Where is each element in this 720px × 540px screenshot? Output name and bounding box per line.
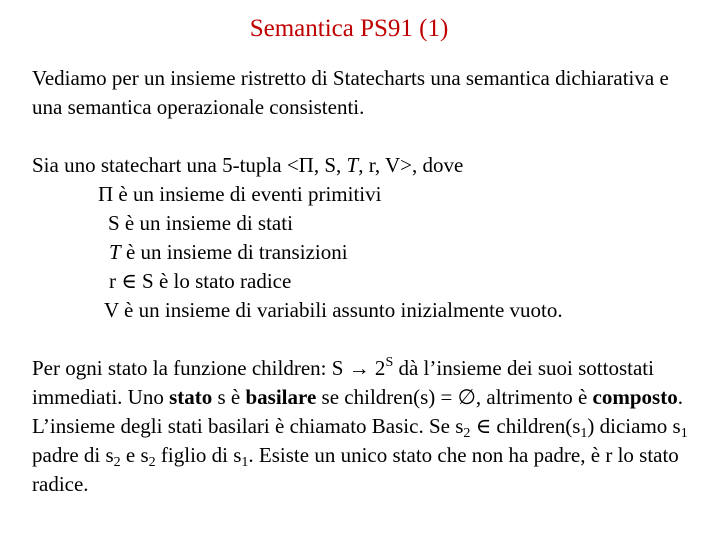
cp-bold-stato: stato	[169, 385, 213, 409]
definition-item-t-text: è un insieme di transizioni	[120, 240, 348, 264]
cp-sub-2a: 2	[463, 426, 471, 441]
cp-text-6: ∈ children(s	[470, 414, 581, 438]
cp-bold-composto: composto	[592, 385, 678, 409]
definition-item-r: r ∈ S è lo stato radice	[109, 269, 292, 293]
cp-text-1: Per ogni stato la funzione children: S → 2	[32, 356, 386, 380]
definition-item-t	[32, 238, 702, 267]
definition-lead-a: Sia uno statechart una 5-tupla <Π, S,	[32, 153, 347, 177]
definition-lead	[32, 151, 702, 180]
definition-item-pi: Π è un insieme di eventi primitivi	[98, 182, 382, 206]
cp-sub-2b: 2	[113, 455, 121, 470]
cp-sub-1a: 1	[580, 426, 588, 441]
definition-lead-b: , r, V>, dove	[358, 153, 464, 177]
intro-paragraph: Vediamo per un insieme ristretto di Statecharts una semantica dichiarativa e una semantica operazionale consistenti.	[32, 66, 669, 119]
cp-text-9: e s	[120, 443, 149, 467]
definition-item-v: V è un insieme di variabili assunto inizialmente vuoto.	[104, 298, 563, 322]
cp-sub-1c: 1	[241, 455, 249, 470]
cp-text-2: dà l’insieme dei suoi sottostati immediati. Uno	[32, 356, 654, 409]
definition-item-s: S è un insieme di stati	[108, 211, 293, 235]
cp-bold-basilare: basilare	[245, 385, 317, 409]
cp-text-4: se children(s) = ∅, altrimento è	[316, 385, 593, 409]
cp-text-8: padre di s	[32, 443, 114, 467]
cp-text-11: . Esiste un unico stato che non ha padre, è r lo stato radice.	[32, 443, 679, 496]
cp-sub-2c: 2	[148, 455, 156, 470]
definition-lead-t: T	[346, 153, 359, 177]
cp-sub-1b: 1	[680, 426, 688, 441]
definition-item-t-symbol: T	[109, 240, 121, 264]
definition-block	[32, 151, 702, 325]
cp-sup-s: S	[385, 355, 394, 370]
cp-text-5: . L’insieme degli stati basilari è chiamato Basic. Se s	[32, 385, 683, 438]
cp-text-10: figlio di s	[155, 443, 242, 467]
slide-title: Semantica PS91 (1)	[249, 15, 449, 42]
cp-text-7: ) diciamo s	[587, 414, 681, 438]
children-paragraph	[32, 354, 702, 499]
cp-text-3: s è	[212, 385, 246, 409]
